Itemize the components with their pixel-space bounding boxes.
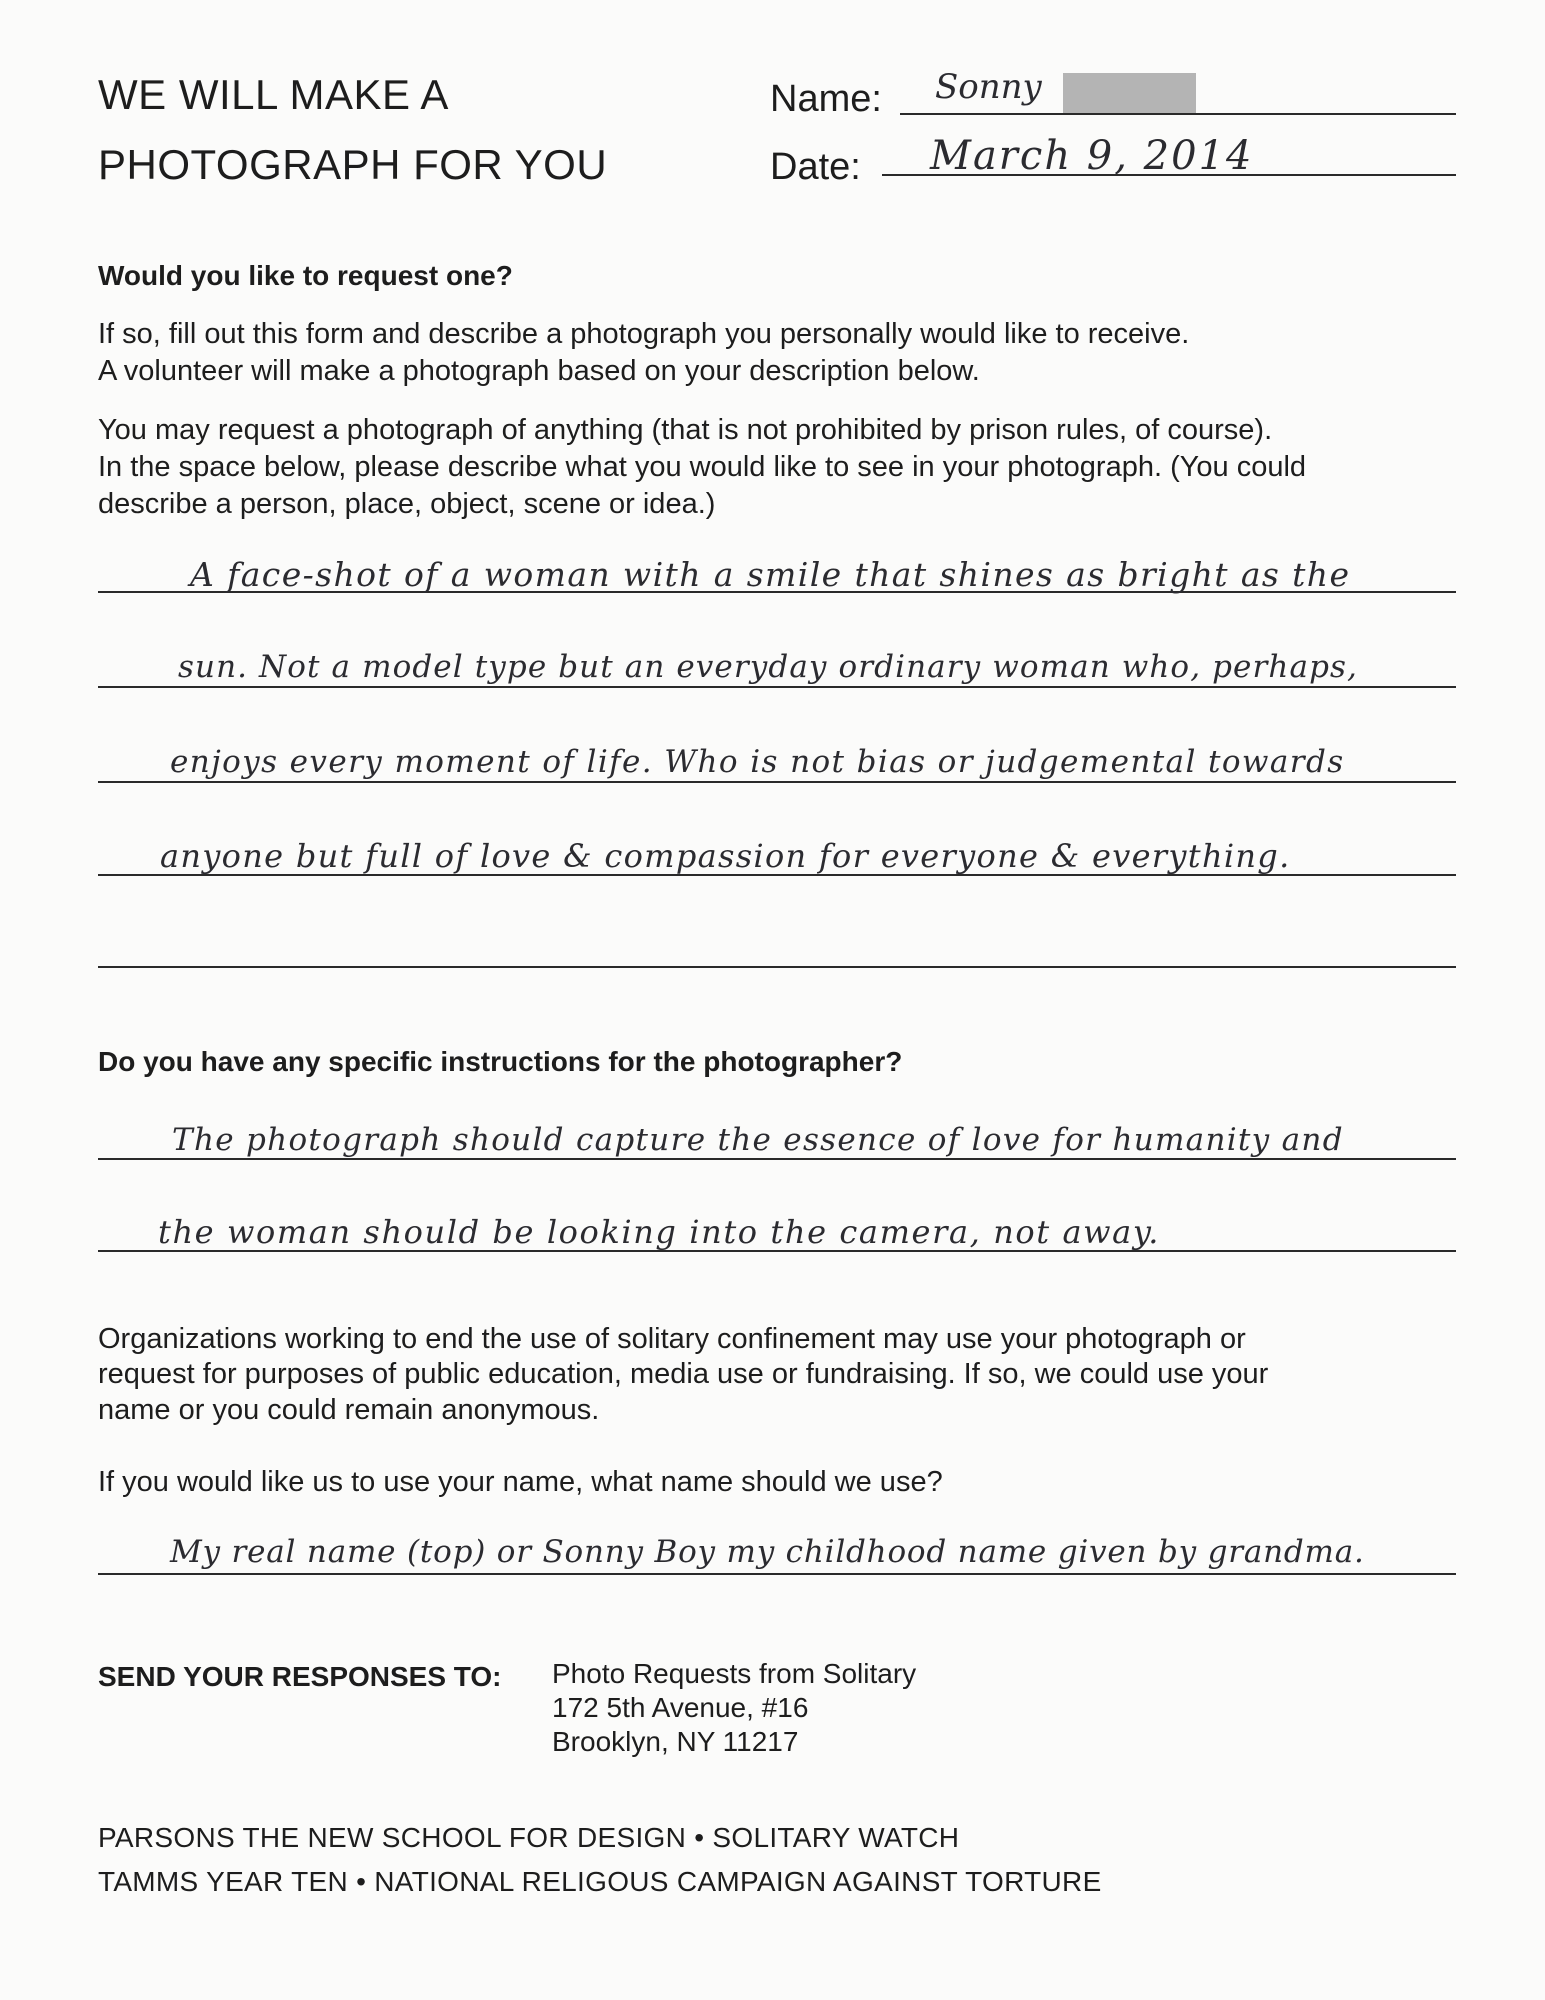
request-instructions-line3: describe a person, place, object, scene or idea.) bbox=[98, 488, 716, 520]
request-intro-line1: If so, fill out this form and describe a photograph you personally would like to receive. bbox=[98, 318, 1190, 350]
date-label: Date: bbox=[770, 146, 861, 188]
answer-line bbox=[98, 686, 1456, 688]
send-responses-label: SEND YOUR RESPONSES TO: bbox=[98, 1661, 502, 1692]
instructions-answer-line1[interactable]: The photograph should capture the essence of love for humanity and bbox=[172, 1122, 1344, 1158]
photographer-instructions-heading: Do you have any specific instructions for the photographer? bbox=[98, 1046, 903, 1077]
description-answer-line1[interactable]: A face-shot of a woman with a smile that shines as bright as the bbox=[190, 555, 1351, 594]
name-field-line bbox=[900, 113, 1456, 115]
name-label: Name: bbox=[770, 78, 882, 120]
address-line2: 172 5th Avenue, #16 bbox=[552, 1692, 809, 1723]
request-instructions-line1: You may request a photograph of anything (that is not prohibited by prison rules, of course). bbox=[98, 414, 1273, 446]
answer-line bbox=[98, 1158, 1456, 1160]
usage-line3: name or you could remain anonymous. bbox=[98, 1394, 600, 1426]
footer-sponsors-line2: TAMMS YEAR TEN • NATIONAL RELIGOUS CAMPAIGN AGAINST TORTURE bbox=[98, 1866, 1102, 1897]
request-instructions-line2: In the space below, please describe what you would like to see in your photograph. (You could bbox=[98, 451, 1307, 483]
instructions-answer-line2[interactable]: the woman should be looking into the camera, not away. bbox=[158, 1213, 1161, 1251]
date-field-value[interactable]: March 9, 2014 bbox=[930, 133, 1254, 179]
usage-line2: request for purposes of public education, media use or fundraising. If so, we could use your bbox=[98, 1358, 1269, 1390]
footer-sponsors-line1: PARSONS THE NEW SCHOOL FOR DESIGN • SOLITARY WATCH bbox=[98, 1822, 960, 1853]
form-title-line2: PHOTOGRAPH FOR YOU bbox=[98, 141, 608, 188]
request-intro-line2: A volunteer will make a photograph based on your description below. bbox=[98, 355, 980, 387]
description-answer-line2[interactable]: sun. Not a model type but an everyday ordinary woman who, perhaps, bbox=[178, 649, 1358, 685]
answer-line bbox=[98, 1573, 1456, 1575]
address-line3: Brooklyn, NY 11217 bbox=[552, 1726, 799, 1757]
address-line1: Photo Requests from Solitary bbox=[552, 1658, 917, 1689]
answer-line bbox=[98, 781, 1456, 783]
name-usage-answer[interactable]: My real name (top) or Sonny Boy my childhood name given by grandma. bbox=[170, 1534, 1365, 1570]
request-heading: Would you like to request one? bbox=[98, 260, 513, 291]
usage-line1: Organizations working to end the use of solitary confinement may use your photograph or bbox=[98, 1323, 1246, 1355]
name-usage-question: If you would like us to use your name, what name should we use? bbox=[98, 1466, 943, 1498]
answer-line bbox=[98, 966, 1456, 968]
description-answer-line3[interactable]: enjoys every moment of life. Who is not bias or judgemental towards bbox=[170, 744, 1345, 780]
description-answer-line4[interactable]: anyone but full of love & compassion for everyone & everything. bbox=[160, 837, 1291, 875]
name-field-value[interactable]: Sonny bbox=[935, 67, 1042, 107]
redaction-block bbox=[1063, 73, 1196, 113]
form-title-line1: WE WILL MAKE A bbox=[98, 71, 449, 118]
